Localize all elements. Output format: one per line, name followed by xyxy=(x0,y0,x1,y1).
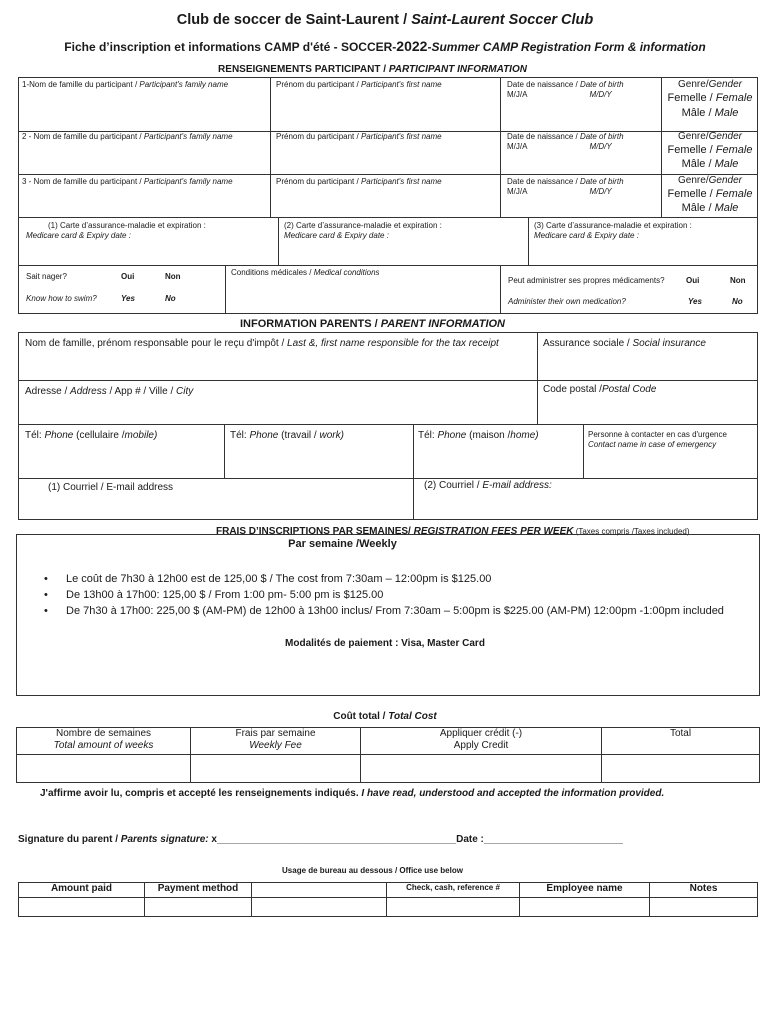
label: Date of birth xyxy=(579,177,624,186)
label: Participant's family name xyxy=(143,177,233,186)
weekly-fee-header xyxy=(191,728,361,755)
declaration xyxy=(40,788,664,799)
label: Genre/ xyxy=(678,131,709,142)
label: Medical conditions xyxy=(313,268,380,277)
label: Postal Code xyxy=(601,384,657,395)
label: City xyxy=(176,386,194,397)
total-cost-heading-en: Total Cost xyxy=(388,711,437,722)
female-option[interactable]: Femelle / xyxy=(667,144,716,156)
employee-name-header: Employee name xyxy=(520,883,650,898)
label: Gender xyxy=(708,175,742,186)
fee-item-text: De 7h30 à 17h00: 225,00 $ (AM-PM) de 12h00 à 13h00 inclus/ From 7:30am – 5:00pm is $225.00 (AM-PM) 12:00pm -1:00pm included xyxy=(66,605,724,617)
label: Medicare card & Expiry date : xyxy=(284,231,389,240)
subtitle-en: -Summer CAMP Registration Form & information xyxy=(427,40,706,54)
subtitle-fr: Fiche d’inscription et informations CAMP d'été - SOCCER- xyxy=(64,40,397,54)
label: Appliquer crédit (-) xyxy=(439,728,523,739)
payment-method-header: Payment method xyxy=(145,883,252,898)
label: (maison / xyxy=(466,430,511,441)
label: Date of birth xyxy=(579,80,624,89)
fees-heading-note: (Taxes compris /Taxes included) xyxy=(573,527,690,536)
label: E-mail address: xyxy=(482,480,552,491)
apply-credit-header xyxy=(361,728,602,755)
label: Tél: xyxy=(230,430,250,441)
total-cost-heading xyxy=(0,711,770,722)
label: Personne à contacter en cas d'urgence xyxy=(588,430,727,439)
participant2-family-name-field[interactable] xyxy=(22,132,233,142)
mobile-phone-field[interactable] xyxy=(25,430,157,442)
label: Code postal / xyxy=(543,384,602,395)
participant2-first-name-field[interactable] xyxy=(276,132,442,142)
label: Participant's family name xyxy=(143,132,233,141)
form-title xyxy=(0,12,770,28)
reference-cell[interactable] xyxy=(387,898,520,917)
label: Phone xyxy=(437,430,467,441)
email2-field[interactable] xyxy=(424,480,552,492)
label: Gender xyxy=(708,131,742,142)
fees-heading-fr: FRAIS D’INSCRIPTIONS PAR SEMAINES/ xyxy=(216,526,414,537)
label: Medicare card & Expiry date : xyxy=(26,231,131,240)
signature-label-fr: Signature du parent / xyxy=(18,834,121,845)
address-field[interactable] xyxy=(25,386,193,398)
label: Date de naissance / xyxy=(507,80,580,89)
participant1-gender-field[interactable] xyxy=(662,79,758,121)
notes-header: Notes xyxy=(650,883,758,898)
participant3-dob-field[interactable] xyxy=(507,177,657,197)
medication-yes-fr[interactable]: Oui xyxy=(686,276,700,285)
fee-item: • Le coût de 7h30 à 12h00 est de 125,00 $ / The cost from 7:30am – 12:00pm is $125.00 xyxy=(44,573,492,585)
medicare3-field[interactable] xyxy=(534,221,756,241)
payment-method-cell[interactable] xyxy=(145,898,252,917)
label: Nom de famille, prénom responsable pour le reçu d'impôt / xyxy=(25,338,288,349)
participant1-first-name-field[interactable] xyxy=(276,80,442,90)
label: Prénom du participant / xyxy=(276,132,361,141)
fee-item-text: De 13h00 à 17h00: 125,00 $ / From 1:00 pm- 5:00 pm is $125.00 xyxy=(66,589,384,601)
label: Assurance sociale / xyxy=(543,338,633,349)
label: / App # / Ville / xyxy=(106,386,177,397)
label: Male xyxy=(714,158,739,170)
parent-heading-fr: INFORMATION PARENTS / xyxy=(239,318,381,330)
label: (cellulaire / xyxy=(73,430,125,441)
participant-heading-en: PARTICIPANT INFORMATION xyxy=(388,64,527,75)
participant3-first-name-field[interactable] xyxy=(276,177,442,187)
label: Male xyxy=(714,107,739,119)
signature-line[interactable] xyxy=(18,834,623,845)
weeks-input[interactable] xyxy=(17,755,191,783)
swim-no-en[interactable]: No xyxy=(165,294,176,303)
swim-no-fr[interactable]: Non xyxy=(165,272,181,281)
apply-credit-input[interactable] xyxy=(361,755,602,783)
label: Frais par semaine xyxy=(235,728,316,739)
signature-label-en: Parents signature: xyxy=(120,834,209,845)
participant1-family-name-field[interactable] xyxy=(22,80,228,90)
label: M/D/Y xyxy=(589,187,612,196)
participant1-dob-field[interactable] xyxy=(507,80,657,100)
form-subtitle xyxy=(0,38,770,54)
office-use-heading: Usage de bureau au dessous / Office use below xyxy=(282,866,463,875)
payment-methods: Modalités de paiement : Visa, Master Card xyxy=(285,638,485,649)
label: (2) Courriel / xyxy=(424,480,483,491)
label: (1) Carte d’assurance-maladie et expiration : xyxy=(48,221,206,230)
label: Contact name in case of emergency xyxy=(588,440,717,449)
total-cost-heading-fr: Coût total / xyxy=(333,711,389,722)
fees-heading-en: REGISTRATION FEES PER WEEK xyxy=(413,526,574,537)
female-option[interactable]: Femelle / xyxy=(667,188,716,200)
label: Participant's first name xyxy=(360,177,442,186)
label: Medicare card & Expiry date : xyxy=(534,231,639,240)
label: Nombre de semaines xyxy=(55,728,152,739)
label: Date de naissance / xyxy=(507,177,580,186)
signature-date-line: x___________________________________________Date :_________________________ xyxy=(208,834,623,845)
label: M/D/Y xyxy=(589,142,612,151)
amount-paid-header: Amount paid xyxy=(19,883,145,898)
subtitle-year: 2022 xyxy=(396,38,428,54)
label: Phone xyxy=(44,430,74,441)
amount-paid-cell[interactable] xyxy=(19,898,145,917)
employee-name-cell[interactable] xyxy=(520,898,650,917)
medicare1-field[interactable] xyxy=(26,221,276,241)
label: Date of birth xyxy=(579,132,624,141)
label: Participant's first name xyxy=(360,80,442,89)
home-phone-field[interactable] xyxy=(418,430,539,442)
label: Social insurance xyxy=(632,338,706,349)
label: Total xyxy=(669,728,692,739)
swim-yes-en[interactable]: Yes xyxy=(121,294,135,303)
total-input[interactable] xyxy=(602,755,760,783)
label: (2) Carte d’assurance-maladie et expiration : xyxy=(284,221,442,230)
label: Apply Credit xyxy=(453,740,509,751)
male-option[interactable]: Mâle / xyxy=(681,202,715,214)
label: home) xyxy=(510,430,539,441)
label: Gender xyxy=(708,79,742,90)
label: Genre/ xyxy=(678,175,709,186)
fee-item: • De 13h00 à 17h00: 125,00 $ / From 1:00 pm- 5:00 pm is $125.00 xyxy=(44,589,384,601)
participant3-gender-field[interactable] xyxy=(662,175,758,215)
label: Genre/ xyxy=(678,79,709,90)
label: Tél: xyxy=(25,430,45,441)
label: (3) Carte d’assurance-maladie et expiration : xyxy=(534,221,692,230)
label: Conditions médicales / xyxy=(231,268,314,277)
medication-question-en: Administer their own medication? xyxy=(508,297,626,306)
weekly-fee-input[interactable] xyxy=(191,755,361,783)
blank-cell[interactable] xyxy=(252,898,387,917)
label: Last &, first name responsible for the tax receipt xyxy=(287,338,499,349)
total-header xyxy=(602,728,760,755)
participant2-gender-field[interactable] xyxy=(662,131,758,171)
participant-heading xyxy=(0,64,745,76)
label: M/J/A xyxy=(507,90,528,99)
medical-conditions-field[interactable] xyxy=(231,268,380,278)
fees-list xyxy=(44,571,756,619)
label: Weekly Fee xyxy=(249,740,302,751)
reference-header: Check, cash, reference # xyxy=(387,883,520,898)
label: Address xyxy=(70,386,107,397)
label: Prénom du participant / xyxy=(276,80,361,89)
parent-heading xyxy=(0,318,745,330)
per-week-heading: Par semaine /Weekly xyxy=(288,538,397,550)
social-insurance-field[interactable] xyxy=(543,338,706,350)
male-option[interactable]: Mâle / xyxy=(681,158,715,170)
total-cost-table xyxy=(16,727,760,783)
medication-no-en[interactable]: No xyxy=(732,297,743,306)
medicare2-field[interactable] xyxy=(284,221,524,241)
emergency-contact-field[interactable] xyxy=(588,430,756,450)
swim-question: Sait nager? xyxy=(26,272,67,281)
title-en: Saint-Laurent Soccer Club xyxy=(411,12,594,28)
label: Female xyxy=(715,188,753,200)
label: 3 - Nom de famille du participant / xyxy=(22,177,144,186)
fee-item-text: Le coût de 7h30 à 12h00 est de 125,00 $ / The cost from 7:30am – 12:00pm is $125.00 xyxy=(66,573,492,585)
label: M/J/A xyxy=(507,142,528,151)
email1-field[interactable]: (1) Courriel / E-mail address xyxy=(48,482,174,493)
label: Female xyxy=(715,144,753,156)
declaration-en: I have read, understood and accepted the information provided. xyxy=(361,788,665,799)
label: work) xyxy=(319,430,344,441)
swim-yes-fr[interactable]: Oui xyxy=(121,272,135,281)
label: Participant's family name xyxy=(139,80,229,89)
label: 1-Nom de famille du participant / xyxy=(22,80,140,89)
swim-question-en: Know how to swim? xyxy=(26,294,97,303)
participant3-family-name-field[interactable] xyxy=(22,177,233,187)
label: Male xyxy=(714,202,739,214)
medication-question: Peut administrer ses propres médicaments? xyxy=(508,276,665,285)
female-option[interactable]: Femelle / xyxy=(667,92,716,104)
weeks-header xyxy=(17,728,191,755)
blank-header xyxy=(252,883,387,898)
label: Prénom du participant / xyxy=(276,177,361,186)
medication-no-fr[interactable]: Non xyxy=(730,276,746,285)
label: M/D/Y xyxy=(589,90,612,99)
notes-cell[interactable] xyxy=(650,898,758,917)
label: 2 - Nom de famille du participant / xyxy=(22,132,144,141)
label: Total amount of weeks xyxy=(53,740,154,751)
label: Tél: xyxy=(418,430,438,441)
parent-heading-en: PARENT INFORMATION xyxy=(380,318,505,330)
participant-heading-fr: RENSEIGNEMENTS PARTICIPANT / xyxy=(218,64,389,75)
fee-item: • De 7h30 à 17h00: 225,00 $ (AM-PM) de 12h00 à 13h00 inclus/ From 7:30am – 5:00pm is $225.00 (AM-PM) 12:00pm -1:00pm included xyxy=(44,605,724,617)
label: Phone xyxy=(249,430,279,441)
label: Participant's first name xyxy=(360,132,442,141)
declaration-fr: J'affirme avoir lu, compris et accepté les renseignements indiqués. xyxy=(40,788,362,799)
male-option[interactable]: Mâle / xyxy=(681,107,715,119)
label: Date de naissance / xyxy=(507,132,580,141)
tax-receipt-name-field[interactable] xyxy=(25,338,499,350)
medication-yes-en[interactable]: Yes xyxy=(688,297,702,306)
work-phone-field[interactable] xyxy=(230,430,344,442)
participant2-dob-field[interactable] xyxy=(507,132,657,152)
postal-code-field[interactable] xyxy=(543,384,656,396)
label: Adresse / xyxy=(25,386,71,397)
title-fr: Club de soccer de Saint-Laurent / xyxy=(176,12,412,28)
label: M/J/A xyxy=(507,187,528,196)
label: (travail / xyxy=(278,430,320,441)
label: mobile) xyxy=(124,430,158,441)
office-use-table xyxy=(18,882,758,917)
label: Female xyxy=(715,92,753,104)
